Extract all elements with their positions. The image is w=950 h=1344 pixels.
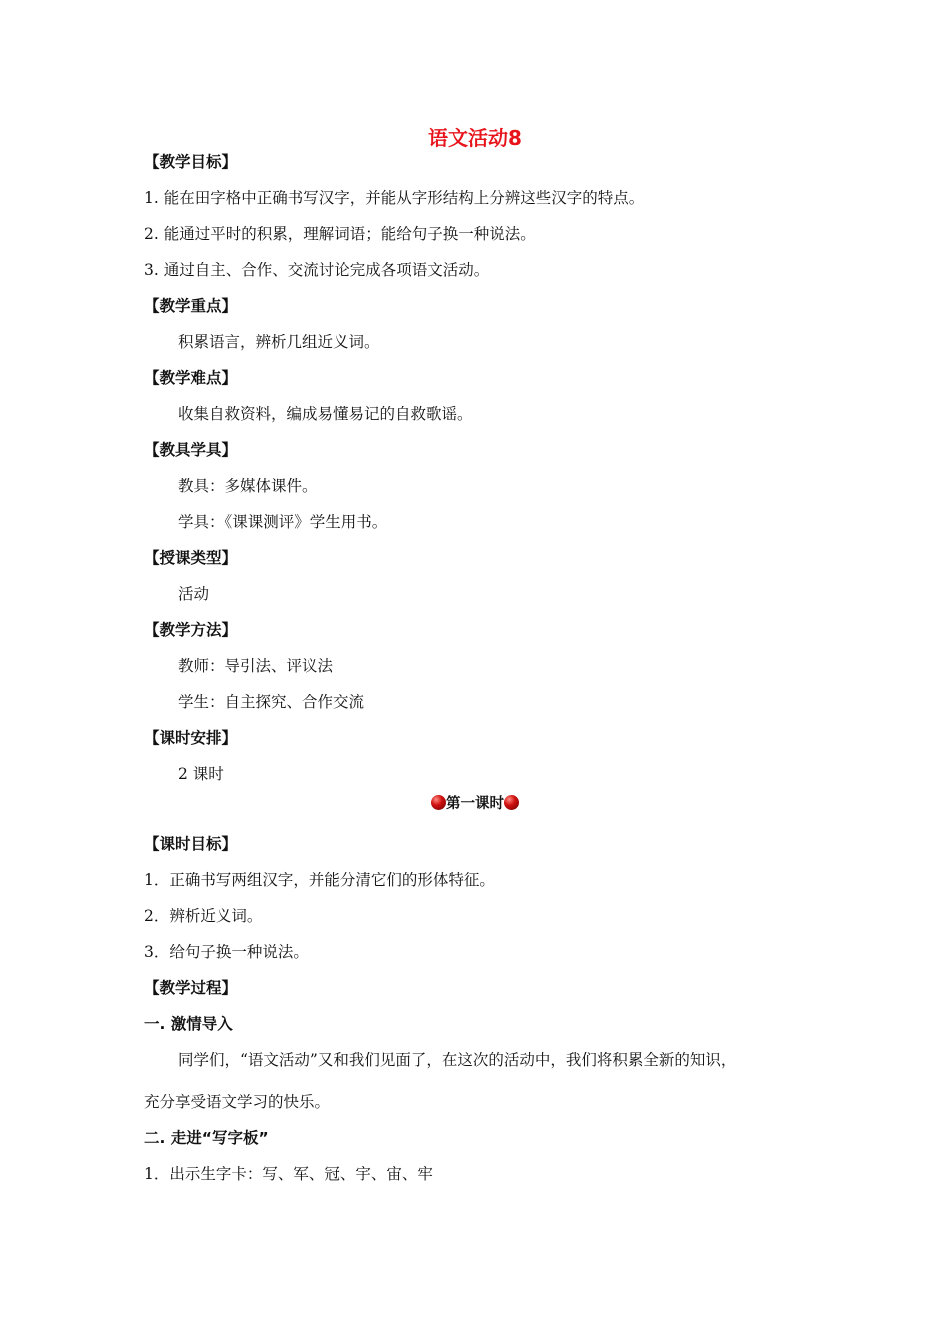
step-one-paragraph-line-1: 同学们，“语文活动”又和我们见面了，在这次的活动中，我们将积累全新的知识， xyxy=(178,1051,737,1069)
goal-item-3: 3. 通过自主、合作、交流讨论完成各项语文活动。 xyxy=(144,261,490,279)
step-one-paragraph-line-2: 充分享受语文学习的快乐。 xyxy=(144,1093,331,1111)
methods-student: 学生：自主探究、合作交流 xyxy=(178,693,365,711)
lesson-goal-item-2: 2．辨析近义词。 xyxy=(144,907,263,925)
section-heading-lesson-type: 【授课类型】 xyxy=(144,549,238,567)
difficulties-text: 收集自救资料，编成易懂易记的自救歌谣。 xyxy=(178,405,473,423)
tools-student: 学具：《课课测评》学生用书。 xyxy=(178,513,388,531)
methods-teacher: 教师：导引法、评议法 xyxy=(178,657,334,675)
section-heading-process: 【教学过程】 xyxy=(144,979,238,997)
key-points-text: 积累语言，辨析几组近义词。 xyxy=(178,333,380,351)
section-heading-key-points: 【教学重点】 xyxy=(144,297,238,315)
step-one-heading: 一. 激情导入 xyxy=(144,1015,233,1033)
schedule-text: 2 课时 xyxy=(178,765,224,783)
lesson-goal-item-3: 3．给句子换一种说法。 xyxy=(144,943,309,961)
step-two-item-1: 1．出示生字卡：写、军、冠、宇、宙、牢 xyxy=(144,1165,433,1183)
lesson-one-label: 第一课时 xyxy=(446,796,504,812)
lesson-goal-item-1: 1．正确书写两组汉字，并能分清它们的形体特征。 xyxy=(144,871,495,889)
red-ball-icon xyxy=(431,795,446,810)
lesson-type-text: 活动 xyxy=(178,585,210,603)
goal-item-1: 1. 能在田字格中正确书写汉字，并能从字形结构上分辨这些汉字的特点。 xyxy=(144,189,645,207)
tools-teacher: 教具：多媒体课件。 xyxy=(178,477,318,495)
step-two-heading: 二. 走进“写字板” xyxy=(144,1129,269,1147)
lesson-one-banner xyxy=(0,793,950,815)
section-heading-difficulties: 【教学难点】 xyxy=(144,369,238,387)
goal-item-2: 2. 能通过平时的积累，理解词语；能给句子换一种说法。 xyxy=(144,225,536,243)
document-title: 语文活动8 xyxy=(428,126,522,150)
section-heading-methods: 【教学方法】 xyxy=(144,621,238,639)
section-heading-tools: 【教具学具】 xyxy=(144,441,238,459)
section-heading-lesson-goals: 【课时目标】 xyxy=(144,835,238,853)
section-heading-schedule: 【课时安排】 xyxy=(144,729,238,747)
red-ball-icon xyxy=(504,795,519,810)
section-heading-goals: 【教学目标】 xyxy=(144,153,238,171)
